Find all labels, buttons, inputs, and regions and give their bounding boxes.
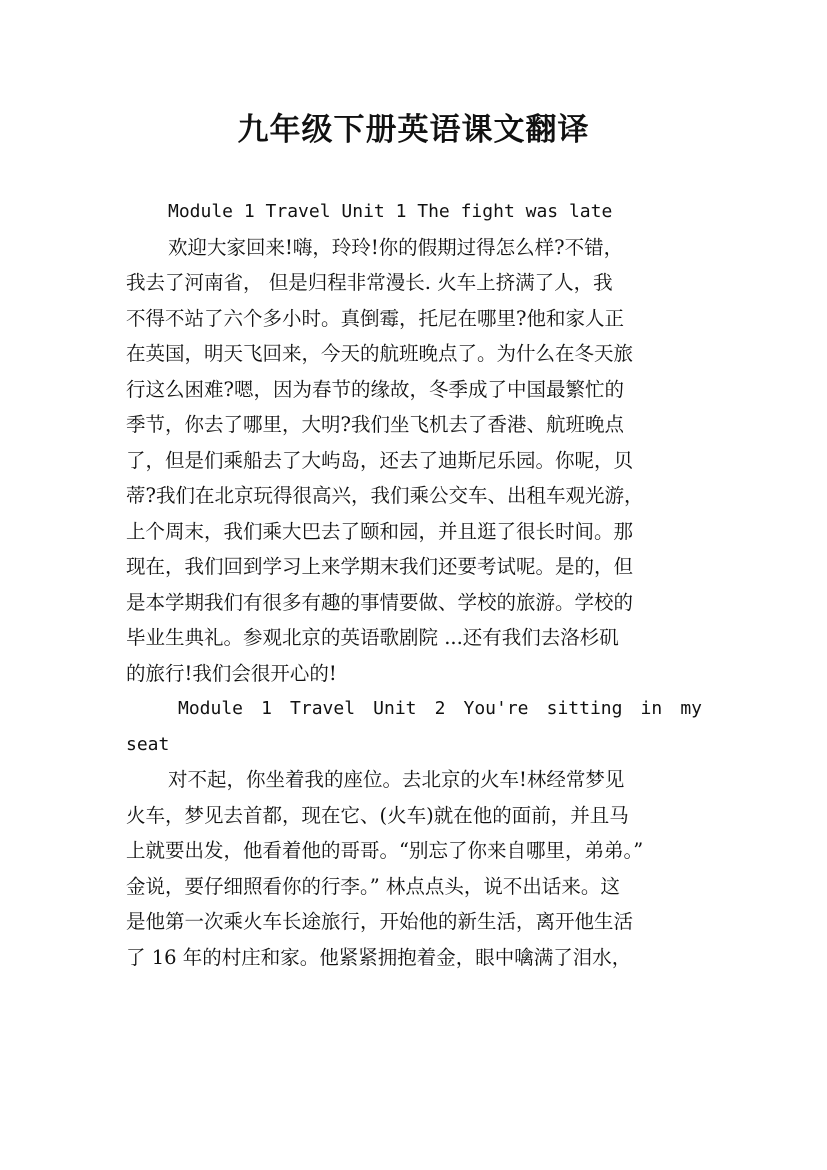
paragraph-line: 季节，你去了哪里，大明?我们坐飞机去了香港、航班晚点 (126, 413, 624, 436)
heading-word: my (680, 698, 702, 719)
paragraph-line: 对不起，你坐着我的座位。去北京的火车!林经常梦见 (168, 768, 625, 791)
heading-word: You're (463, 698, 529, 719)
paragraph-line: 不得不站了六个多小时。真倒霉，托尼在哪里?他和家人正 (126, 306, 624, 330)
paragraph-line: 了 16 年的村庄和家。他紧紧拥抱着金，眼中噙满了泪水， (126, 945, 632, 969)
section-heading-unit1: Module 1 Travel Unit 1 The fight was late (168, 201, 613, 222)
paragraph-line: 欢迎大家回来!嗨，玲玲!你的假期过得怎么样?不错， (168, 235, 624, 259)
paragraph-line: 的旅行!我们会很开心的! (126, 661, 337, 685)
paragraph-line: 是本学期我们有很多有趣的事情要做、学校的旅游。学校的 (126, 590, 634, 614)
paragraph-line: 金说，要仔细照看你的行李。” 林点点头，说不出话来。这 (126, 874, 620, 898)
paragraph-line: 火车，梦见去首都，现在它、(火车)就在他的面前，并且马 (126, 803, 629, 827)
heading-word: sitting (546, 698, 623, 719)
paragraph-line: 我去了河南省， 但是归程非常漫长. 火车上挤满了人，我 (126, 271, 613, 294)
paragraph-line: 上就要出发，他看着他的哥哥。“别忘了你来自哪里，弟弟。” (126, 839, 644, 862)
heading-word: Module (178, 698, 244, 719)
paragraph-line: 行这么困难?嗯，因为春节的缘故，冬季成了中国最繁忙的 (126, 377, 624, 401)
paragraph-line: 毕业生典礼。参观北京的英语歌剧院 ...还有我们去洛杉矶 (126, 626, 619, 649)
document-title: 九年级下册英语课文翻译 (237, 112, 590, 148)
document-body (126, 194, 706, 975)
section-heading-unit2 (126, 691, 706, 727)
heading-word: 1 (261, 698, 272, 719)
heading-word: in (640, 698, 663, 719)
paragraph-line: 现在，我们回到学习上来学期末我们还要考试呢。是的，但 (126, 555, 634, 578)
heading-word: Unit (373, 698, 417, 719)
paragraph-line: 是他第一次乘火车长途旅行，开始他的新生活，离开他生活 (126, 910, 634, 933)
paragraph-line: 蒂?我们在北京玩得很高兴，我们乘公交车、出租车观光游， (126, 484, 644, 507)
paragraph-line: 上个周末，我们乘大巴去了颐和园，并且逛了很长时间。那 (126, 519, 634, 543)
heading-word: 2 (434, 698, 446, 719)
paragraph-line: 了，但是们乘船去了大屿岛，还去了迪斯尼乐园。你呢，贝 (126, 448, 634, 472)
paragraph-line: 在英国，明天飞回来，今天的航班晚点了。为什么在冬天旅 (126, 342, 634, 365)
section-heading-continuation: seat (126, 733, 170, 755)
heading-word: Travel (290, 698, 356, 719)
